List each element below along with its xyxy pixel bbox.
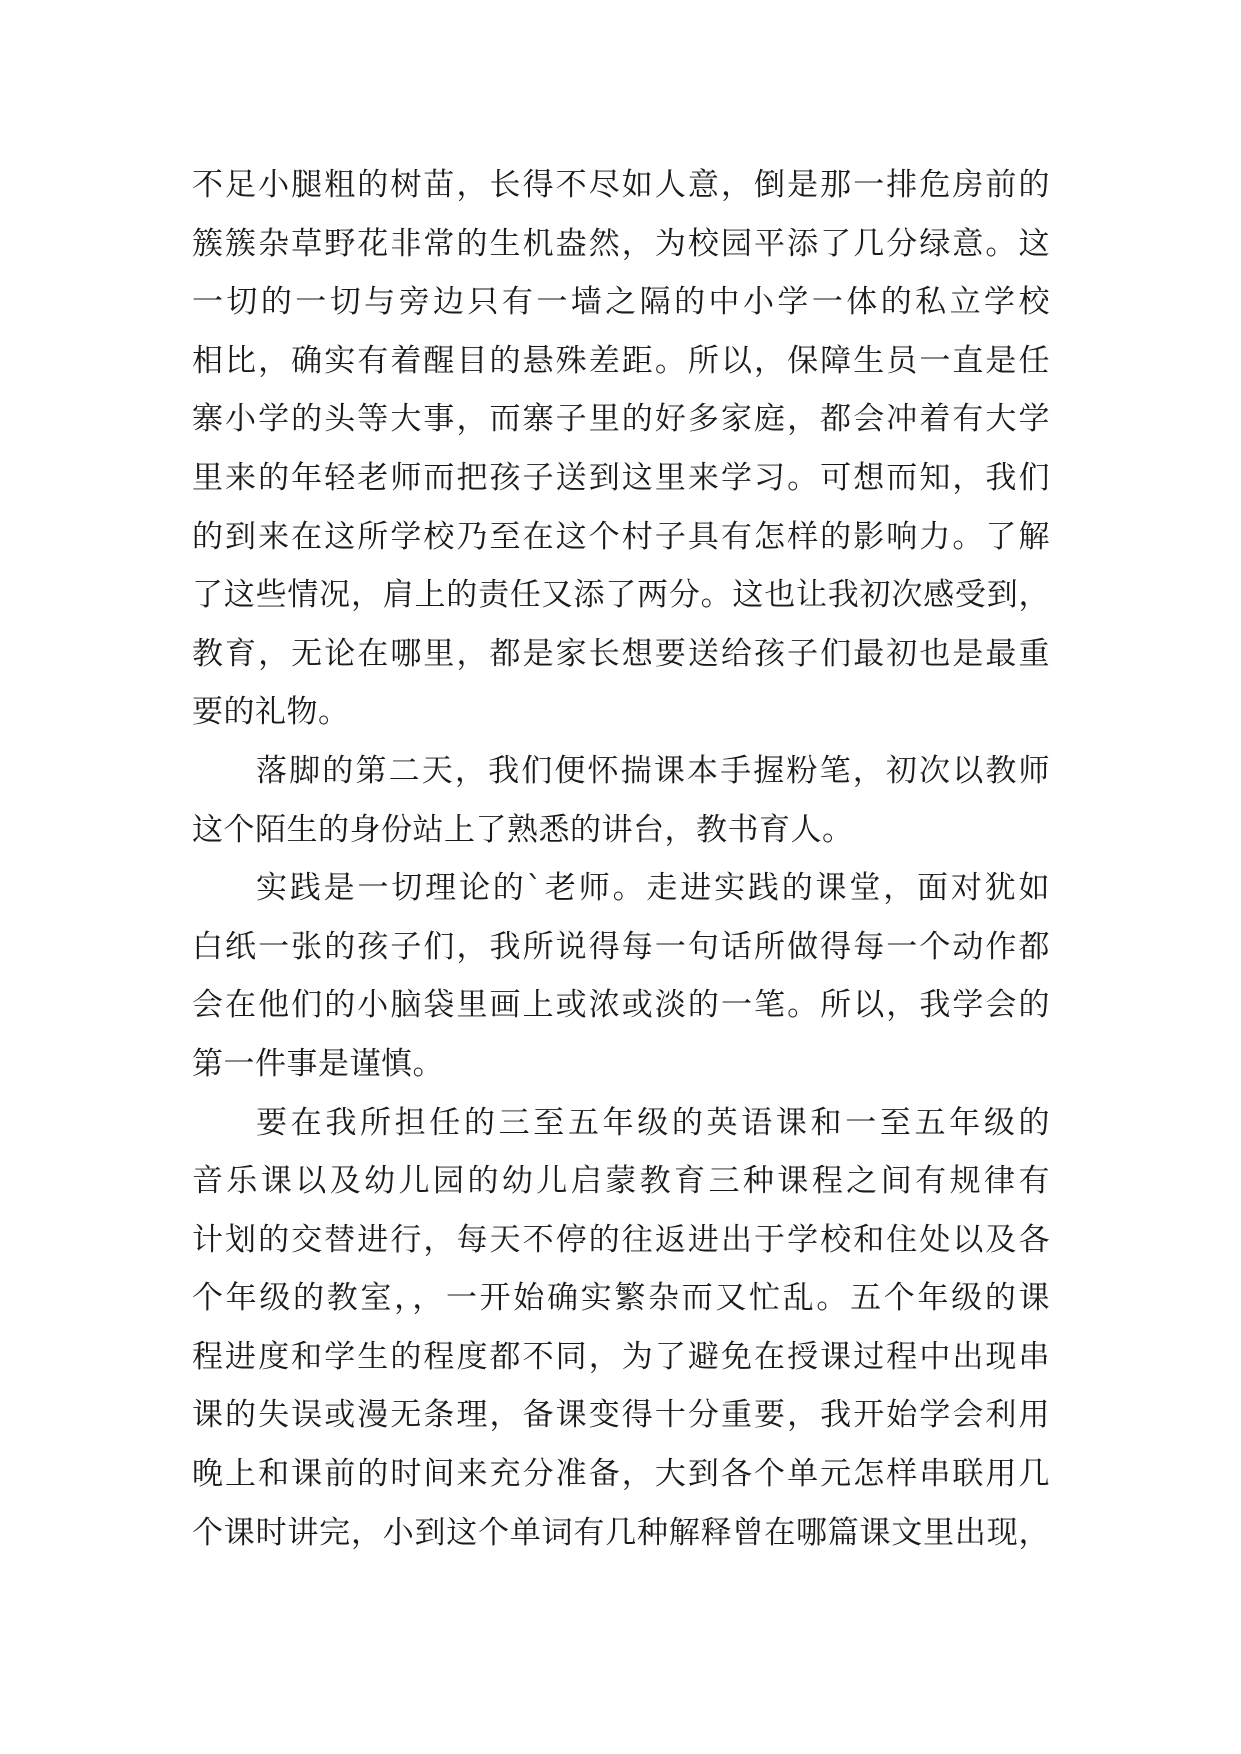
- text-line: 音乐课以及幼儿园的幼儿启蒙教育三种课程之间有规律有: [192, 1163, 1050, 1200]
- text-line: 的到来在这所学校乃至在这个村子具有怎样的影响力。了解: [192, 518, 1050, 555]
- text-line: 个课时讲完，小到这个单词有几种解释曾在哪篇课文里出现，: [192, 1514, 1050, 1551]
- text-line: 会在他们的小脑袋里画上或浓或淡的一笔。所以，我学会的: [192, 987, 1050, 1024]
- paragraph: [192, 859, 1050, 1093]
- text-line: 第一件事是谨慎。: [192, 1045, 444, 1082]
- text-line: 落脚的第二天，我们便怀揣课本手握粉笔，初次以教师: [256, 752, 1050, 789]
- text-line: 这个陌生的身份站上了熟悉的讲台，教书育人。: [192, 811, 854, 848]
- text-line: 里来的年轻老师而把孩子送到这里来学习。可想而知，我们: [192, 459, 1050, 496]
- paragraph: [192, 1094, 1050, 1563]
- text-line: 要的礼物。: [192, 694, 350, 731]
- text-line: 了这些情况，肩上的责任又添了两分。这也让我初次感受到，: [192, 577, 1050, 614]
- body-text: [192, 156, 1050, 1562]
- text-line: 教育，无论在哪里，都是家长想要送给孩子们最初也是最重: [192, 635, 1050, 672]
- text-line: 寨小学的头等大事，而寨子里的好多家庭，都会冲着有大学: [192, 401, 1050, 438]
- text-line: 要在我所担任的三至五年级的英语课和一至五年级的: [256, 1104, 1050, 1141]
- text-line: 计划的交替进行，每天不停的往返进出于学校和住处以及各: [192, 1221, 1050, 1258]
- text-line: 相比，确实有着醒目的悬殊差距。所以，保障生员一直是任: [192, 342, 1050, 379]
- text-line: 白纸一张的孩子们，我所说得每一句话所做得每一个动作都: [192, 928, 1050, 965]
- text-line: 课的失误或漫无条理，备课变得十分重要，我开始学会利用: [192, 1397, 1050, 1434]
- paragraph: [192, 742, 1050, 859]
- text-line: 程进度和学生的程度都不同，为了避免在授课过程中出现串: [192, 1338, 1050, 1375]
- text-line: 晚上和课前的时间来充分准备，大到各个单元怎样串联用几: [192, 1456, 1050, 1493]
- text-line: 个年级的教室，，一开始确实繁杂而又忙乱。五个年级的课: [192, 1280, 1050, 1317]
- text-line: 不足小腿粗的树苗，长得不尽如人意，倒是那一排危房前的: [192, 167, 1050, 203]
- text-line: 簇簇杂草野花非常的生机盎然，为校园平添了几分绿意。这: [192, 225, 1050, 262]
- text-line: 一切的一切与旁边只有一墙之隔的中小学一体的私立学校: [192, 284, 1050, 321]
- paragraph: [192, 156, 1050, 742]
- text-line: 实践是一切理论的`老师。走进实践的课堂，面对犹如: [256, 870, 1050, 907]
